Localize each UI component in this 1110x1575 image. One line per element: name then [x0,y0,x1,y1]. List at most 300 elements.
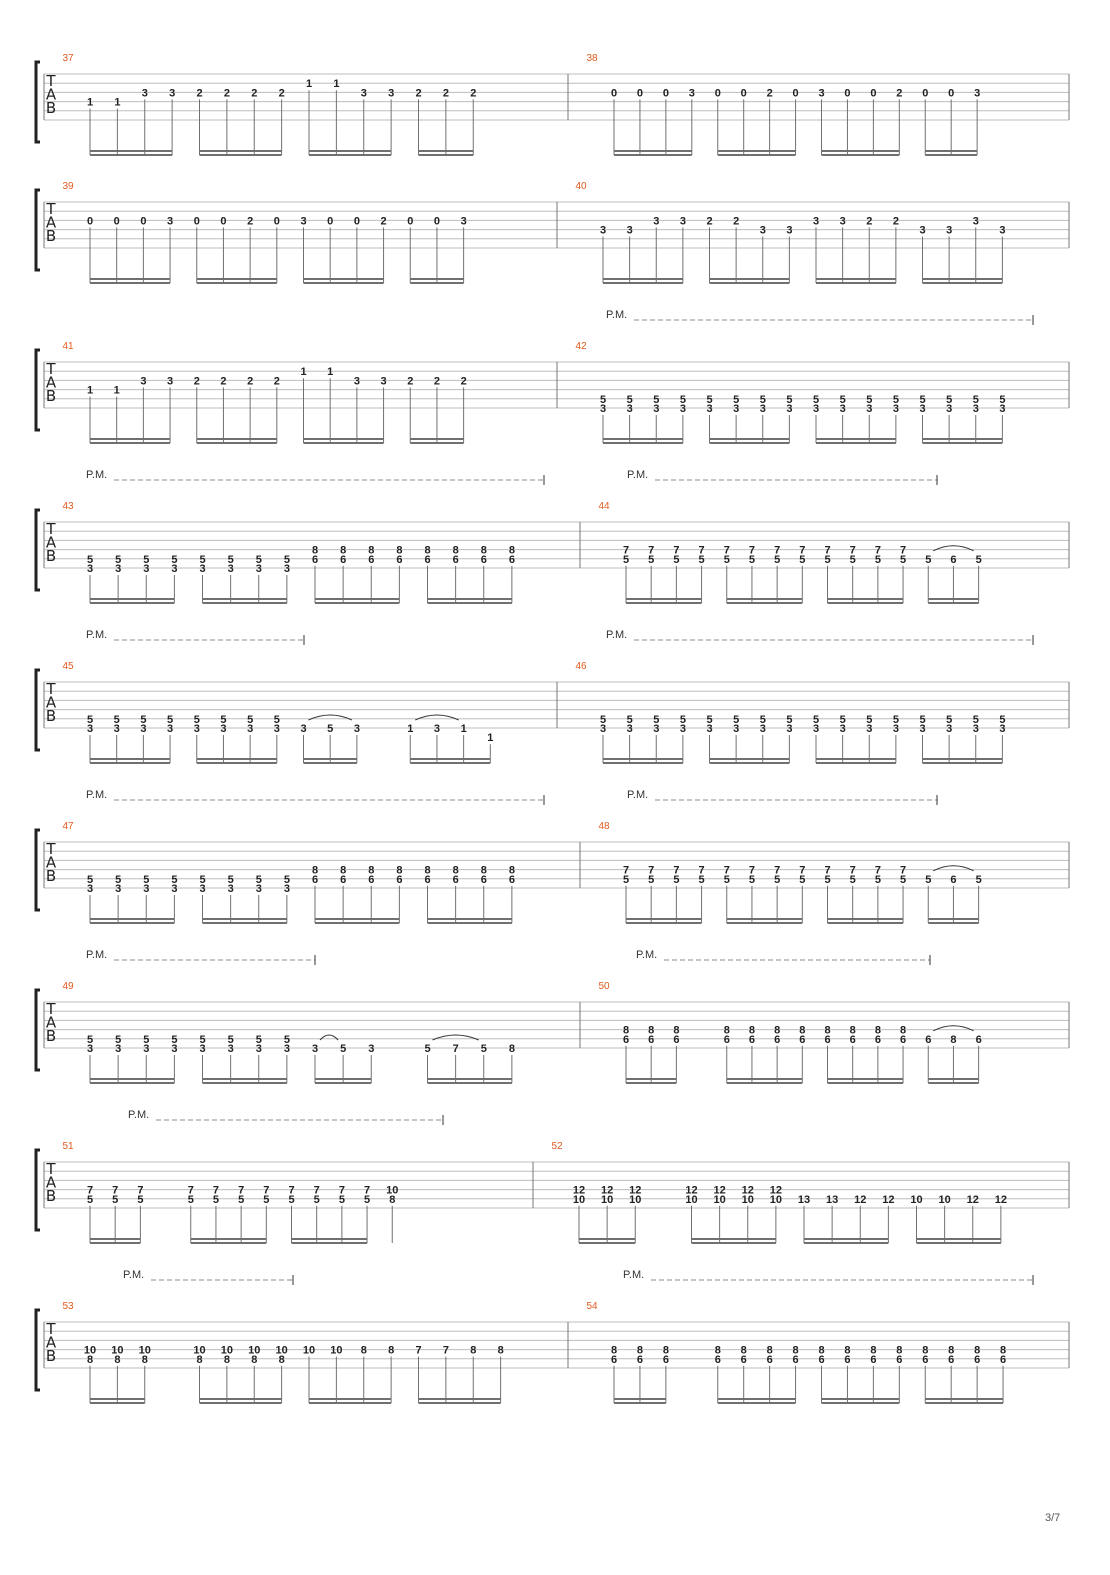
fret-number: 3 [255,1043,262,1055]
fret-number: 5 [892,393,899,406]
fret-number: 5 [171,1033,178,1046]
fret-number: 3 [460,215,467,228]
fret-number: 3 [706,403,713,415]
fret-number: 5 [171,553,178,566]
fret-number: 5 [999,713,1006,726]
fret-number: 6 [723,1033,730,1046]
fret-number: 5 [115,553,122,566]
fret-number: 3 [812,215,820,228]
palm-mute-label: P.M. [606,309,628,321]
fret-number: 8 [114,1353,121,1366]
fret-number: 3 [380,375,387,388]
fret-number: 5 [86,1193,94,1206]
fret-number: 8 [818,1344,825,1357]
fret-number: 5 [653,713,660,726]
fret-number: 5 [733,713,740,726]
tab-clef-letter: T [46,680,56,698]
fret-number: 8 [922,1344,929,1357]
fret-number: 3 [818,87,825,100]
fret-number: 3 [169,87,176,100]
fret-number: 8 [870,1344,877,1357]
fret-number: 5 [946,713,953,726]
tab-clef-letter: A [45,1333,57,1352]
fret-number: 7 [338,1184,345,1197]
system-bracket [36,1310,40,1390]
fret-number: 8 [748,1024,755,1037]
fret-number: 0 [610,87,618,100]
fret-number: 3 [653,403,660,415]
fret-number: 2 [193,375,200,388]
fret-number: 3 [220,723,227,735]
fret-number: 5 [748,873,755,886]
fret-number: 0 [113,215,120,228]
fret-number: 1 [86,96,94,109]
fret-number: 2 [415,87,422,100]
fret-number: 2 [866,215,873,228]
fret-number: 5 [283,873,290,886]
fret-number: 5 [824,873,831,886]
fret-number: 3 [143,563,150,575]
fret-number: 8 [508,864,515,877]
fret-number: 10 [910,1193,923,1206]
fret-number: 6 [950,553,957,566]
fret-number: 3 [733,403,740,415]
fret-number: 3 [999,403,1006,415]
fret-number: 3 [227,563,234,575]
fret-number: 3 [786,403,793,415]
fret-number: 8 [452,544,459,557]
fret-number: 13 [797,1193,811,1206]
fret-number: 3 [919,403,926,415]
fret-number: 3 [193,723,200,735]
fret-number: 5 [706,393,713,406]
fret-number: 5 [340,1043,347,1055]
fret-number: 8 [896,1344,903,1357]
fret-number: 8 [368,864,375,877]
fret-number: 3 [999,224,1006,237]
fret-number: 10 [572,1193,586,1206]
tab-clef-letter: T [46,200,56,218]
fret-number: 7 [648,864,655,877]
fret-number: 8 [424,544,431,557]
fret-number: 0 [636,87,643,100]
fret-number: 7 [849,864,856,877]
fret-number: 8 [360,1344,367,1357]
fret-number: 6 [424,873,431,886]
fret-number: 8 [86,1353,94,1366]
fret-number: 7 [874,544,881,557]
tab-clef-letter: T [46,1000,56,1018]
measure-number: 37 [62,53,74,64]
system-bracket [36,830,40,910]
fret-number: 0 [870,87,877,100]
fret-number: 5 [86,713,94,726]
fret-number: 3 [839,215,846,228]
fret-number: 3 [839,723,846,735]
fret-number: 6 [662,1353,669,1366]
fret-number: 5 [220,713,227,726]
fret-number: 8 [1000,1344,1007,1357]
tab-clef-letter: B [45,387,57,405]
fret-number: 0 [140,215,147,228]
fret-number: 2 [247,375,254,388]
fret-number: 3 [171,563,178,575]
fret-number: 5 [812,713,820,726]
fret-number: 3 [115,883,122,895]
fret-number: 3 [353,375,360,388]
fret-number: 3 [115,563,122,575]
fret-number: 5 [849,873,856,886]
fret-number: 12 [966,1193,979,1206]
fret-number: 3 [388,87,395,100]
fret-number: 8 [622,1024,630,1037]
fret-number: 5 [723,873,730,886]
fret-number: 7 [849,544,856,557]
fret-number: 6 [673,1033,680,1046]
fret-number: 5 [874,553,881,566]
fret-number: 0 [662,87,669,100]
fret-number: 5 [673,553,680,566]
fret-number: 8 [824,1024,831,1037]
fret-number: 3 [679,215,686,228]
fret-number: 8 [900,1024,907,1037]
fret-number: 8 [844,1344,851,1357]
palm-mute-label: P.M. [636,949,658,961]
fret-number: 6 [896,1353,903,1366]
fret-number: 2 [220,375,227,388]
fret-number: 10 [248,1344,261,1357]
fret-number: 3 [283,1043,290,1055]
fret-number: 5 [255,873,262,886]
fret-number: 8 [340,544,347,557]
fret-number: 8 [196,1353,203,1366]
fret-number: 5 [972,393,979,406]
fret-number: 5 [999,393,1006,406]
tab-clef-letter: B [45,867,57,885]
fret-number: 3 [653,723,660,735]
fret-number: 3 [300,723,307,735]
fret-number: 3 [599,224,607,237]
fret-number: 3 [140,723,147,735]
fret-number: 8 [278,1353,285,1366]
fret-number: 3 [255,563,262,575]
fret-number: 5 [283,1033,290,1046]
fret-number: 6 [849,1033,856,1046]
fret-number: 2 [380,215,387,228]
tab-clef-letter: T [46,840,56,858]
fret-number: 7 [723,544,730,557]
fret-number: 10 [220,1344,233,1357]
fret-number: 0 [353,215,360,228]
fret-number: 7 [748,544,755,557]
fret-number: 10 [330,1344,343,1357]
fret-number: 8 [662,1344,669,1357]
tab-clef-letter: T [46,1160,56,1178]
palm-mute-label: P.M. [86,949,108,961]
fret-number: 5 [115,873,122,886]
fret-number: 3 [86,563,94,575]
fret-number: 0 [193,215,200,228]
fret-number: 8 [141,1353,148,1366]
fret-number: 3 [199,563,206,575]
fret-number: 2 [733,215,740,228]
system-bracket [36,62,40,142]
fret-number: 5 [86,1033,94,1046]
fret-number: 3 [283,563,290,575]
measure-number: 47 [62,821,74,832]
tab-clef-letter: A [45,853,57,872]
fret-number: 1 [333,78,340,91]
fret-number: 2 [892,215,899,228]
fret-number: 7 [648,544,655,557]
fret-number: 3 [171,883,178,895]
system-bracket [36,350,40,430]
fret-number: 1 [300,366,307,379]
fret-number: 5 [648,553,655,566]
fret-number: 1 [407,723,414,735]
fret-number: 6 [340,873,347,886]
fret-number: 5 [273,713,280,726]
fret-number: 12 [685,1184,698,1197]
fret-number: 3 [199,1043,206,1055]
fret-number: 3 [786,224,793,237]
fret-number: 7 [900,544,907,557]
fret-number: 10 [302,1344,316,1357]
tab-clef-letter: A [45,693,57,712]
fret-number: 5 [892,713,899,726]
fret-number: 5 [238,1193,245,1206]
tab-clef-letter: B [45,1347,57,1365]
fret-number: 6 [774,1033,781,1046]
fret-number: 2 [460,375,467,388]
fret-number: 5 [866,393,873,406]
fret-number: 1 [487,732,494,745]
fret-number: 3 [759,723,766,735]
fret-number: 5 [975,873,982,886]
fret-number: 12 [741,1184,754,1197]
fret-number: 8 [368,544,375,557]
fret-number: 5 [283,553,290,566]
fret-number: 6 [340,553,347,566]
fret-number: 5 [679,713,686,726]
fret-number: 5 [759,393,766,406]
fret-number: 3 [946,403,953,415]
fret-number: 8 [223,1353,230,1366]
measure-number: 43 [62,501,74,512]
fret-number: 12 [854,1193,867,1206]
fret-number: 0 [740,87,747,100]
measure-number: 38 [586,53,598,64]
fret-number: 3 [759,224,766,237]
tab-clef-letter: A [45,1173,57,1192]
fret-number: 8 [388,1344,395,1357]
fret-number: 12 [769,1184,782,1197]
fret-number: 6 [622,1033,630,1046]
fret-number: 3 [311,1043,319,1055]
fret-number: 3 [141,87,148,100]
fret-number: 3 [919,224,926,237]
tab-clef-letter: A [45,213,57,232]
fret-number: 5 [673,873,680,886]
fret-number: 1 [460,723,467,735]
fret-number: 8 [470,1344,477,1357]
fret-number: 3 [733,723,740,735]
fret-number: 10 [685,1193,698,1206]
fret-number: 3 [972,403,979,415]
fret-number: 3 [653,215,660,228]
fret-number: 8 [424,864,431,877]
fret-number: 5 [227,553,234,566]
tab-clef-letter: B [45,547,57,565]
fret-number: 1 [327,366,334,379]
fret-number: 5 [723,553,730,566]
fret-number: 6 [452,873,459,886]
palm-mute-label: P.M. [606,629,628,641]
fret-number: 10 [111,1344,124,1357]
fret-number: 0 [948,87,955,100]
fret-number: 3 [227,883,234,895]
fret-number: 3 [599,403,607,415]
fret-number: 8 [508,1043,515,1055]
fret-number: 7 [900,864,907,877]
fret-number: 5 [786,393,793,406]
fret-number: 7 [263,1184,270,1197]
fret-number: 1 [86,384,94,397]
fret-number: 6 [714,1353,721,1366]
palm-mute-label: P.M. [86,789,108,801]
fret-number: 3 [167,723,174,735]
fret-number: 5 [140,713,147,726]
fret-number: 3 [786,723,793,735]
fret-number: 5 [167,713,174,726]
fret-number: 5 [648,873,655,886]
fret-number: 3 [433,723,440,735]
fret-number: 5 [900,873,907,886]
fret-number: 5 [255,1033,262,1046]
measure-number: 52 [551,1141,563,1152]
fret-number: 3 [626,224,633,237]
fret-number: 3 [892,723,899,735]
fret-number: 6 [396,553,403,566]
fret-number: 0 [714,87,721,100]
fret-number: 3 [255,883,262,895]
fret-number: 6 [766,1353,773,1366]
fret-number: 3 [199,883,206,895]
fret-number: 12 [629,1184,642,1197]
system-bracket [36,1150,40,1230]
tab-clef-letter: T [46,520,56,538]
fret-number: 3 [143,1043,150,1055]
fret-number: 2 [251,87,258,100]
fret-number: 8 [714,1344,721,1357]
palm-mute-label: P.M. [623,1269,645,1281]
measure-number: 39 [62,181,74,192]
fret-number: 5 [919,713,926,726]
fret-number: 5 [653,393,660,406]
fret-number: 3 [839,403,846,415]
fret-number: 7 [774,864,781,877]
fret-number: 5 [698,553,705,566]
fret-number: 5 [112,1193,119,1206]
tab-clef-letter: A [45,533,57,552]
fret-number: 7 [673,544,680,557]
fret-number: 3 [86,883,94,895]
fret-number: 5 [193,713,200,726]
fret-number: 3 [86,723,94,735]
fret-number: 8 [480,864,487,877]
fret-number: 5 [824,553,831,566]
fret-number: 5 [313,1193,320,1206]
measure-number: 42 [575,341,587,352]
fret-number: 3 [599,723,607,735]
fret-number: 5 [759,713,766,726]
fret-number: 2 [896,87,903,100]
measure-number: 45 [62,661,74,672]
fret-number: 5 [288,1193,295,1206]
fret-number: 3 [300,215,307,228]
fret-number: 5 [866,713,873,726]
measure-number: 48 [598,821,610,832]
fret-number: 6 [311,553,319,566]
fret-number: 8 [389,1193,396,1206]
fret-number: 5 [972,713,979,726]
fret-number: 3 [972,723,979,735]
palm-mute-label: P.M. [128,1109,150,1121]
fret-number: 5 [137,1193,144,1206]
fret-number: 2 [470,87,477,100]
fret-number: 8 [311,864,319,877]
fret-number: 7 [415,1344,422,1357]
fret-number: 5 [171,873,178,886]
fret-number: 3 [972,215,979,228]
palm-mute-label: P.M. [123,1269,145,1281]
measure-number: 51 [62,1141,74,1152]
measure-number: 41 [62,341,74,352]
fret-number: 5 [622,873,630,886]
fret-number: 5 [748,553,755,566]
fret-number: 5 [212,1193,219,1206]
fret-number: 7 [452,1043,459,1055]
fret-number: 3 [919,723,926,735]
fret-number: 2 [273,375,280,388]
fret-number: 3 [974,87,981,100]
tab-clef-letter: B [45,99,57,117]
fret-number: 8 [766,1344,773,1357]
tab-clef-letter: T [46,1320,56,1338]
fret-number: 0 [922,87,929,100]
fret-number: 8 [452,864,459,877]
fret-number: 3 [113,723,120,735]
fret-number: 8 [636,1344,643,1357]
fret-number: 10 [713,1193,726,1206]
fret-number: 7 [288,1184,295,1197]
fret-number: 5 [199,1033,206,1046]
fret-number: 5 [227,1033,234,1046]
fret-number: 6 [748,1033,755,1046]
fret-number: 8 [311,544,319,557]
fret-number: 5 [774,553,781,566]
fret-number: 0 [327,215,334,228]
fret-number: 3 [999,723,1006,735]
fret-number: 7 [723,864,730,877]
fret-number: 7 [238,1184,245,1197]
fret-number: 7 [112,1184,119,1197]
fret-number: 6 [792,1353,799,1366]
fret-number: 6 [368,553,375,566]
fret-number: 0 [792,87,799,100]
fret-number: 8 [874,1024,881,1037]
fret-number: 5 [849,553,856,566]
